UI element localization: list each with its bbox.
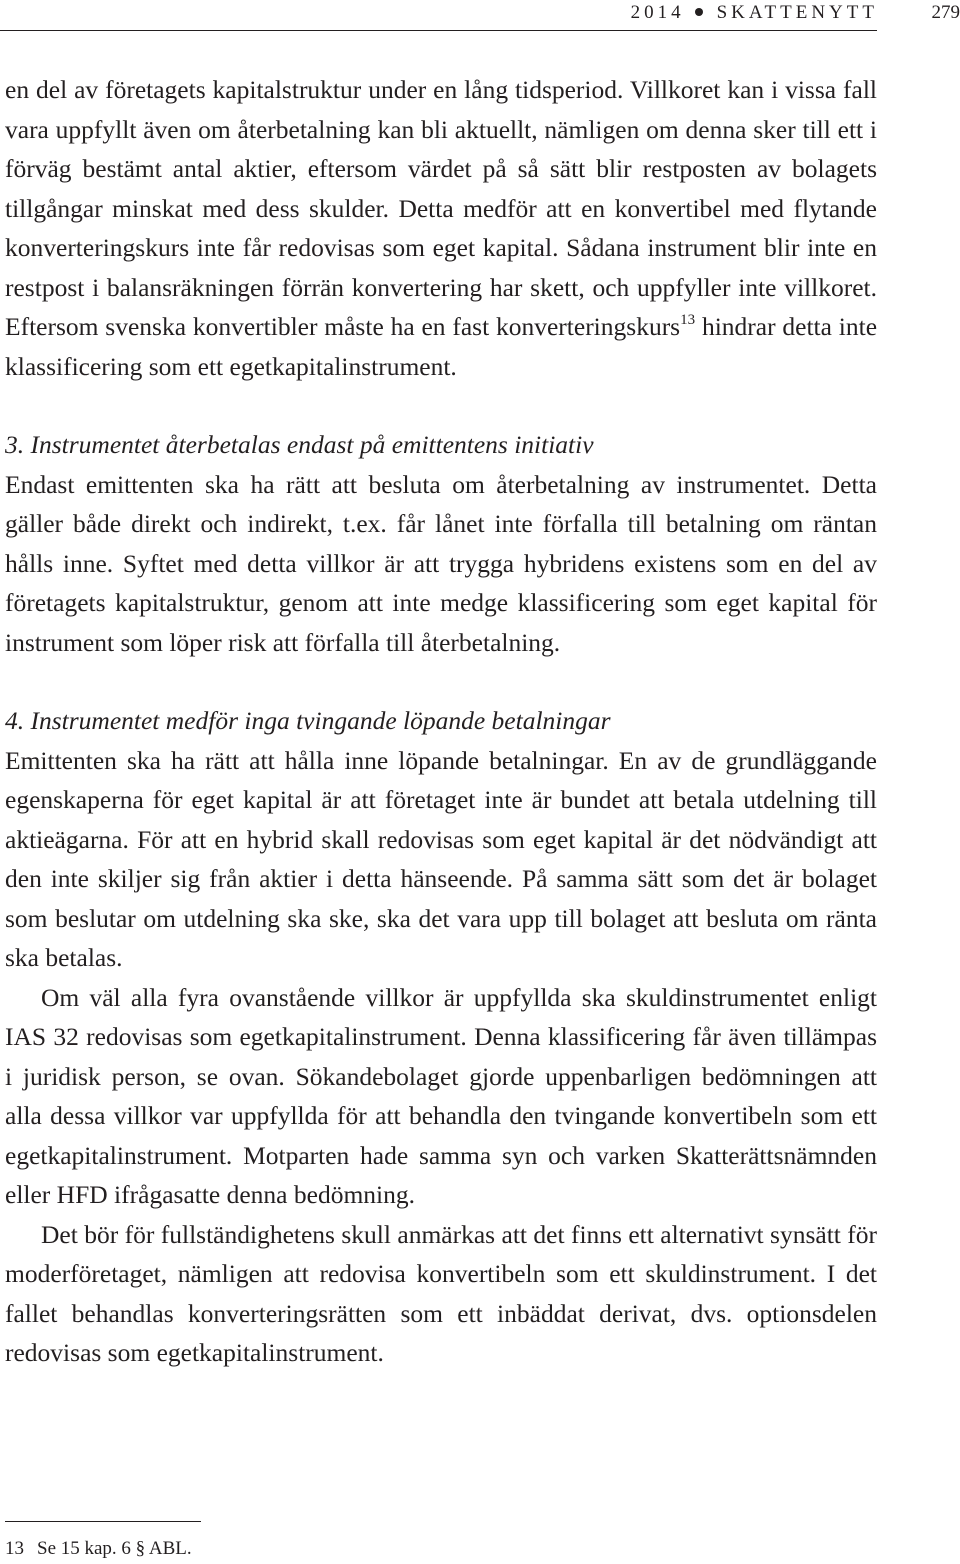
footnote-number: 13 — [5, 1538, 24, 1559]
section-4-heading: 4. Instrumentet medför inga tvingande löpande betalningar — [5, 706, 611, 735]
paragraph-alternative: Det bör för fullständighetens skull anmärkas att det finns ett alternativt synsätt för moderföretaget, nämligen att redovisa konvertibeln som ett skuldinstrument. I det fallet behandlas konverteringsrätten som ett inbäddat derivat, dvs. optionsdelen redovisas som egetkapitalinstrument. — [5, 1219, 877, 1367]
running-head-year: 2014 — [630, 2, 685, 23]
header-rule — [0, 30, 877, 31]
running-header — [0, 0, 960, 30]
article-body — [5, 70, 877, 1373]
section-4 — [5, 701, 877, 1373]
running-head-title: SKATTENYTT — [716, 2, 878, 23]
footnote — [5, 1537, 192, 1561]
footnote-rule — [5, 1521, 201, 1522]
footnote-reference[interactable]: 13 — [680, 311, 696, 328]
paragraph-conclusion: Om väl alla fyra ovanstående villkor är uppfyllda ska skuldinstrumentet enligt IAS 32 redovisas som egetkapitalinstrument. Denna klassificering får även tillämpas i juridisk person, se ovan. Sökandebolaget gjorde uppenbarligen bedömningen att alla dessa villkor var uppfyllda för att behandla den tvingande konvertibeln som ett egetkapitalinstrument. Motparten hade samma syn och varken Skatterättsnämnden eller HFD ifrågasatte denna bedömning. — [5, 982, 877, 1209]
paragraph-1-text: en del av företagets kapitalstruktur under en lång tidsperiod. Villkoret kan i vissa fall vara uppfyllt även om återbetalning kan bli aktuellt, nämligen om denna sker till ett i förväg bestämt antal aktier, eftersom värdet på så sätt blir restposten av bolagets tillgångar minskat med dess skulder. Detta medför att en konvertibel med flytande konverteringskurs inte får redovisas som eget kapital. Sådana instrument blir inte en restpost i balansräkningen förrän konvertering har skett, och uppfyller inte villkoret. Eftersom svenska konvertibler måste ha en fast konverteringskurs — [5, 75, 877, 341]
section-3-paragraph: Endast emittenten ska ha rätt att besluta om återbetalning av instrumentet. Detta gäller både direkt och indirekt, t.ex. får lånet inte förfalla till betalning om räntan hålls inne. Syftet med detta villkor är att trygga hybridens existens som en del av företagets kapitalstruktur, genom att inte medge klassificering som eget kapital för instrument som löper risk att förfalla till återbetalning. — [5, 469, 877, 657]
section-3 — [5, 425, 877, 662]
bullet-separator-icon — [695, 8, 703, 16]
paragraph-1-tail: hindrar detta inte klassificering som ett egetkapitalinstrument. — [5, 312, 878, 381]
section-4-paragraph: Emittenten ska ha rätt att hålla inne löpande betalningar. En av de grundläggande egenskaperna för eget kapital är att företaget inte är bundet att betala utdelning till aktieägarna. För att en hybrid skall redovisas som eget kapital är det nödvändigt att den inte skiljer sig från aktier i detta hänseende. På samma sätt som det är bolaget som beslutar om utdelning ska ske, ska det vara upp till bolaget att besluta om ränta ska betalas. — [5, 745, 877, 972]
paragraph-1 — [5, 70, 877, 386]
running-head — [631, 2, 878, 24]
page-number: 279 — [931, 2, 960, 23]
section-3-heading: 3. Instrumentet återbetalas endast på emittentens initiativ — [5, 430, 594, 459]
footnote-text: Se 15 kap. 6 § ABL. — [37, 1538, 192, 1559]
